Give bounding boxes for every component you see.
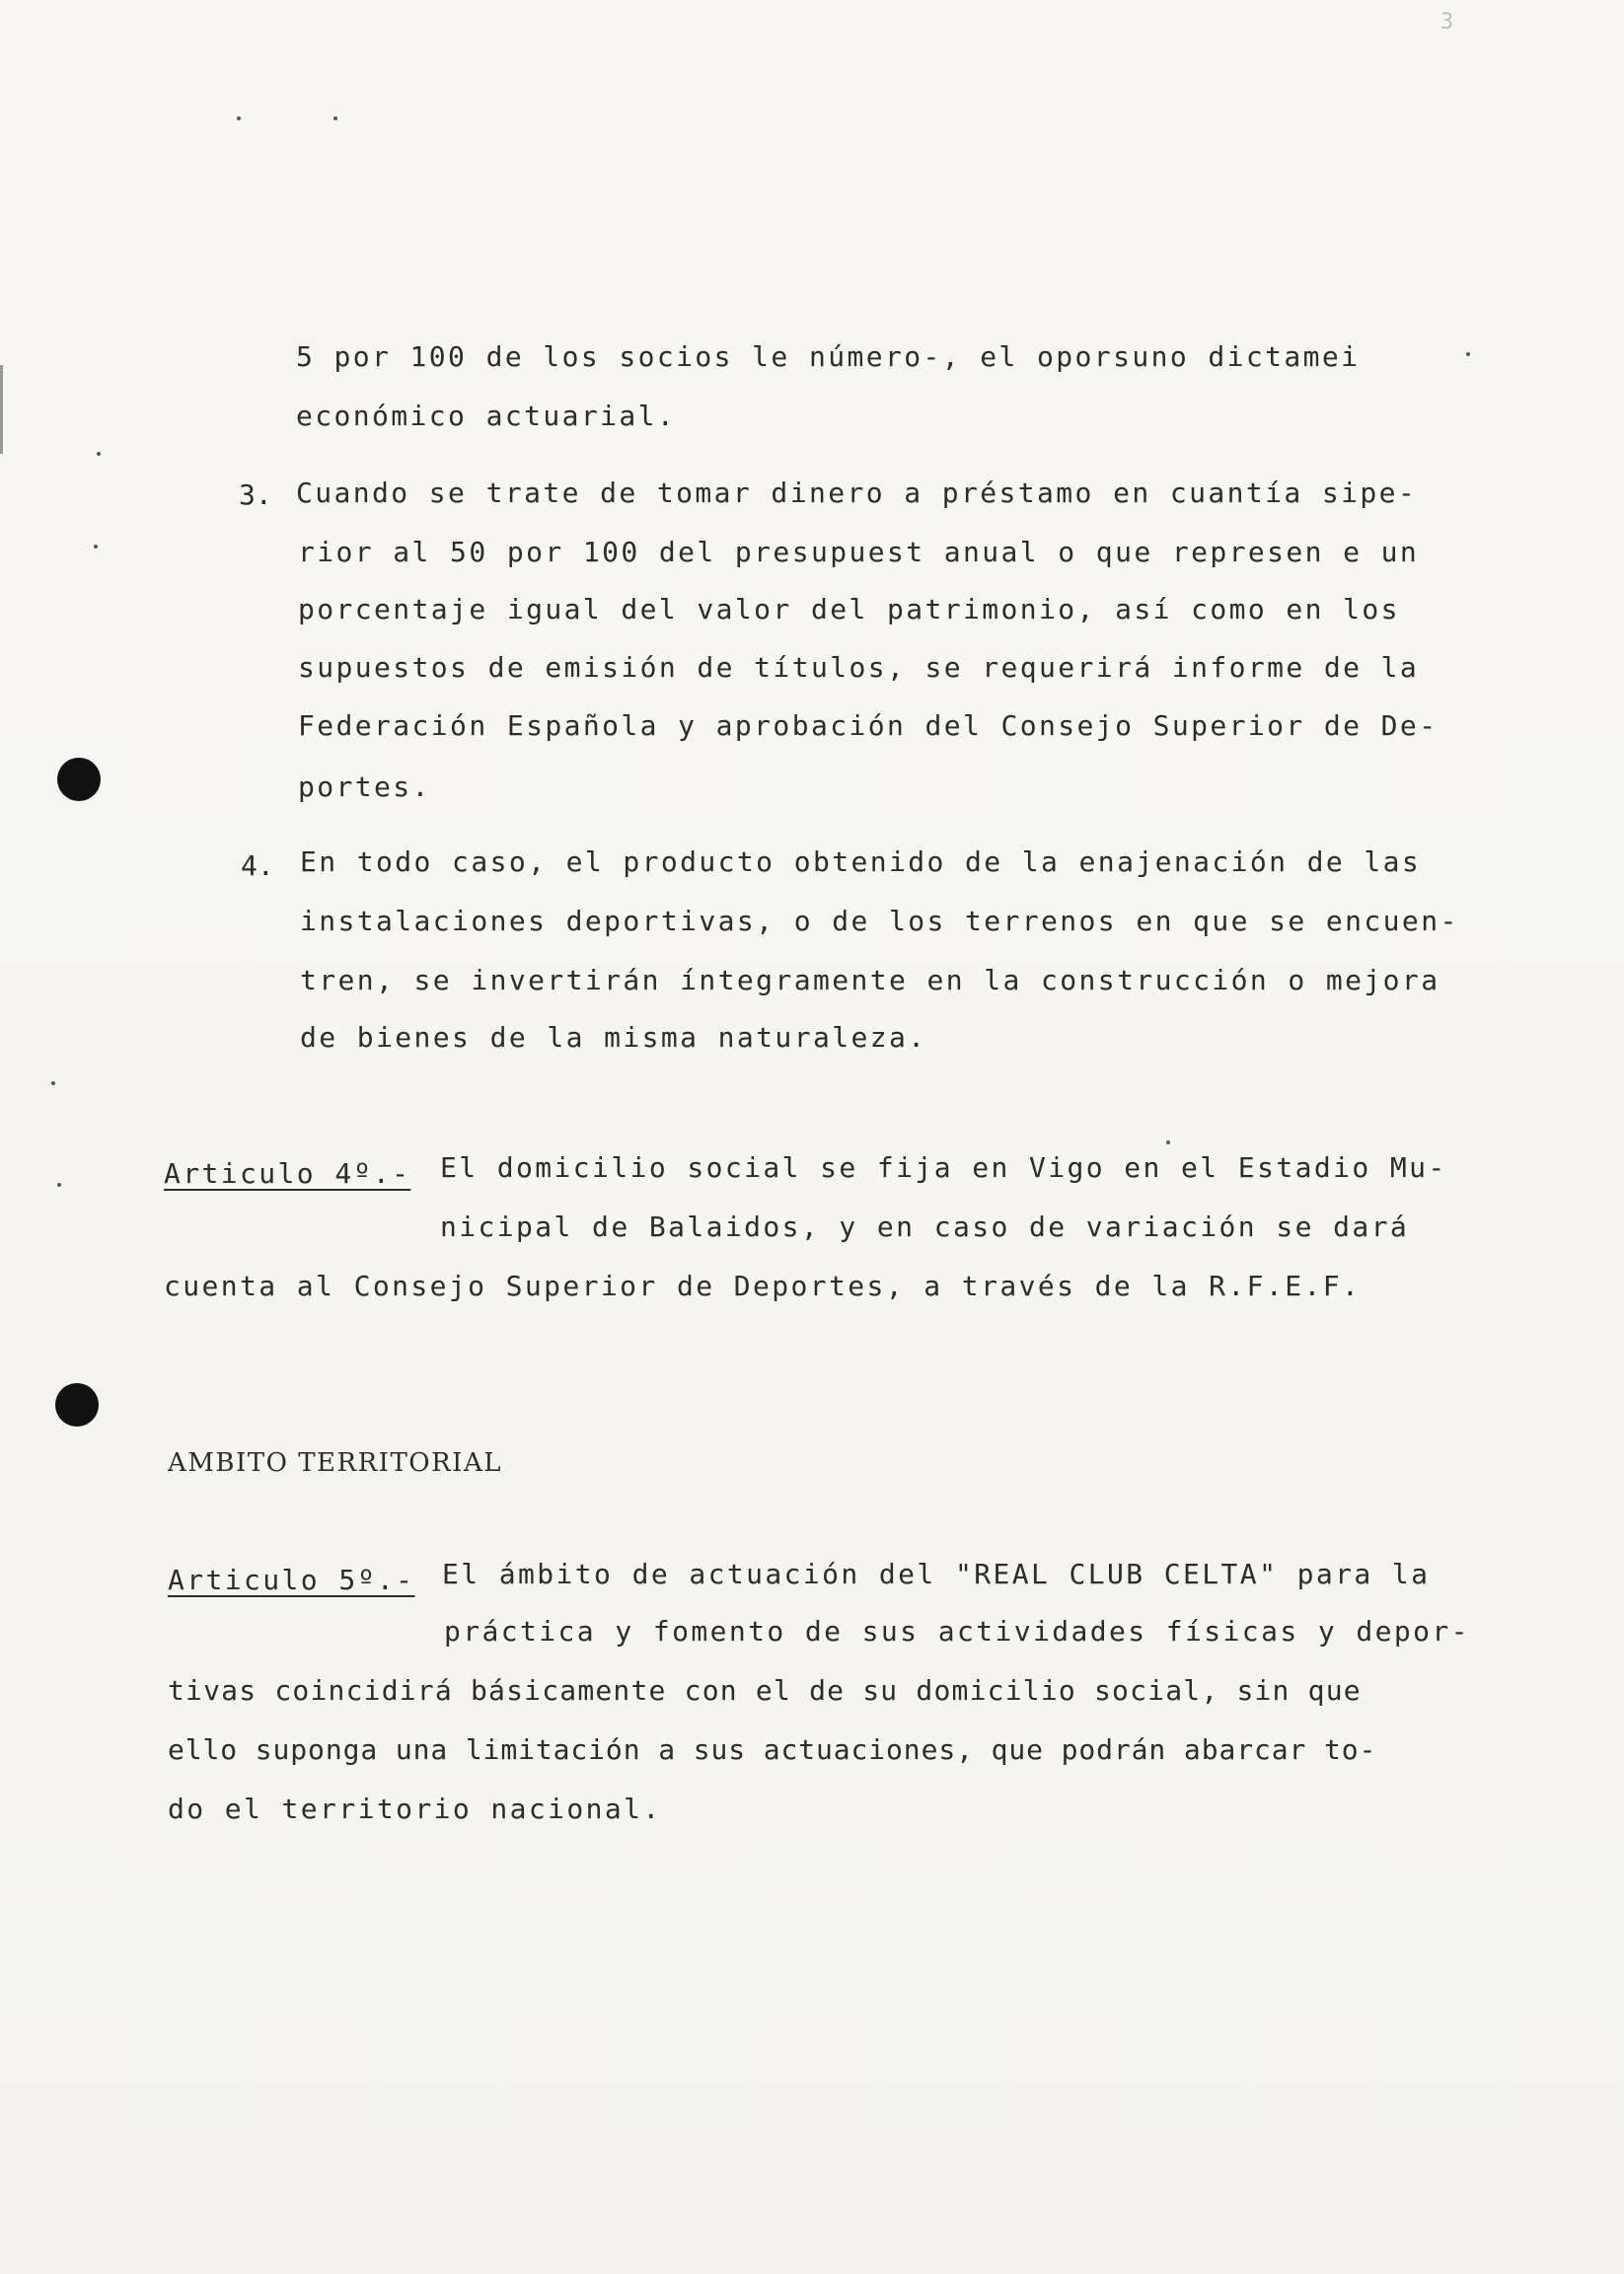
punch-hole bbox=[55, 1383, 99, 1427]
punch-hole bbox=[57, 758, 101, 801]
page-number: 3 bbox=[1440, 10, 1454, 35]
ink-speck bbox=[97, 452, 101, 456]
body-line: Federación Española y aprobación del Consejo Superior de De- bbox=[298, 709, 1439, 742]
ink-speck bbox=[1166, 1140, 1170, 1144]
body-line: económico actuarial. bbox=[296, 400, 677, 432]
body-line: tivas coincidirá básicamente con el de su domicilio social, sin que bbox=[168, 1674, 1362, 1707]
body-line: práctica y fomento de sus actividades físicas y depor- bbox=[444, 1615, 1470, 1648]
page-edge-mark bbox=[0, 365, 3, 454]
ink-speck bbox=[1466, 352, 1470, 356]
body-line: do el territorio nacional. bbox=[168, 1793, 662, 1825]
body-line: cuenta al Consejo Superior de Deportes, a través de la R.F.E.F. bbox=[164, 1270, 1362, 1302]
article-5-label: Articulo 5º.- bbox=[168, 1564, 415, 1596]
body-line: portes. bbox=[298, 770, 431, 803]
body-line: El domicilio social se fija en Vigo en el Estadio Mu- bbox=[440, 1151, 1447, 1184]
body-line: Cuando se trate de tomar dinero a préstamo en cuantía sipe- bbox=[296, 477, 1418, 509]
ink-speck bbox=[333, 116, 337, 120]
body-line: 5 por 100 de los socios le número-, el oporsuno dictamei bbox=[296, 340, 1361, 373]
section-heading: AMBITO TERRITORIAL bbox=[168, 1448, 502, 1478]
body-line: porcentaje igual del valor del patrimonio, así como en los bbox=[298, 593, 1400, 625]
body-line: rior al 50 por 100 del presupuest anual o que represen e un bbox=[298, 536, 1420, 568]
body-line: En todo caso, el producto obtenido de la enajenación de las bbox=[300, 845, 1422, 878]
body-line: supuestos de emisión de títulos, se requerirá informe de la bbox=[298, 651, 1420, 684]
article-4-label: Articulo 4º.- bbox=[164, 1157, 411, 1190]
list-number: 4. bbox=[241, 849, 274, 882]
ink-speck bbox=[94, 545, 98, 549]
body-line: El ámbito de actuación del "REAL CLUB CELTA" para la bbox=[442, 1558, 1431, 1590]
ink-speck bbox=[51, 1081, 55, 1085]
ink-speck bbox=[237, 116, 241, 120]
list-number: 3. bbox=[239, 478, 272, 511]
body-line: ello suponga una limitación a sus actuaciones, que podrán abarcar to- bbox=[168, 1733, 1377, 1766]
body-line: instalaciones deportivas, o de los terrenos en que se encuen- bbox=[300, 905, 1459, 937]
body-line: tren, se invertirán íntegramente en la construcción o mejora bbox=[300, 964, 1440, 996]
body-line: de bienes de la misma naturaleza. bbox=[300, 1021, 927, 1054]
body-line: nicipal de Balaidos, y en caso de variación se dará bbox=[440, 1210, 1410, 1243]
ink-speck bbox=[57, 1183, 61, 1187]
